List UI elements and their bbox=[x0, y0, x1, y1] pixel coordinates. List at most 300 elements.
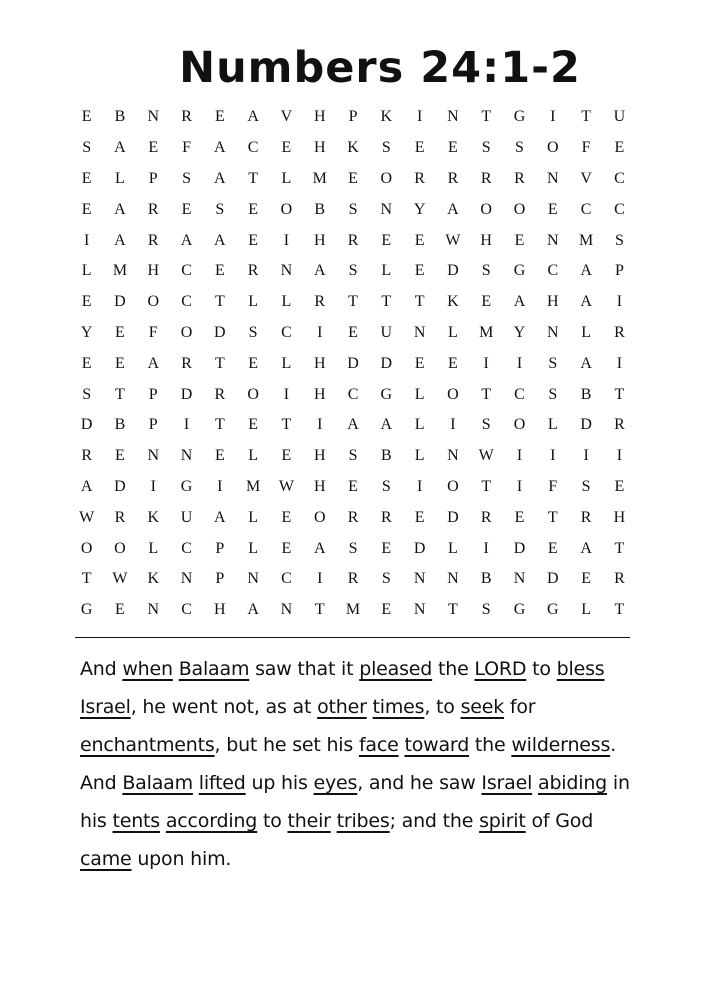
grid-letter: A bbox=[214, 139, 226, 157]
grid-letter: E bbox=[115, 601, 125, 619]
grid-letter: E bbox=[381, 601, 392, 619]
grid-letter: C bbox=[181, 293, 192, 311]
grid-letter: N bbox=[447, 108, 459, 126]
target-word: enchantments bbox=[80, 734, 215, 756]
grid-letter: L bbox=[414, 416, 425, 434]
target-word: when bbox=[122, 658, 173, 680]
grid-letter: T bbox=[547, 508, 558, 526]
grid-letter: L bbox=[281, 354, 292, 372]
grid-letter: S bbox=[614, 231, 624, 249]
grid-letter: F bbox=[548, 477, 558, 495]
grid-letter: E bbox=[614, 477, 625, 495]
grid-letter: I bbox=[416, 108, 423, 126]
grid-letter: A bbox=[580, 539, 592, 557]
grid-letter: N bbox=[380, 200, 393, 218]
grid-letter: S bbox=[82, 385, 92, 403]
grid-letter: T bbox=[481, 477, 492, 495]
grid-letter: F bbox=[182, 139, 191, 157]
grid-letter: T bbox=[115, 385, 125, 403]
verse-segment: upon him. bbox=[131, 848, 232, 870]
grid-letter: H bbox=[480, 231, 492, 249]
grid-letter: L bbox=[248, 447, 259, 465]
grid-letter: E bbox=[381, 231, 392, 249]
grid-letter: P bbox=[215, 539, 225, 557]
grid-letter: D bbox=[447, 508, 459, 526]
grid-letter: E bbox=[348, 477, 358, 495]
grid-letter: I bbox=[550, 108, 556, 126]
grid-letter: N bbox=[413, 570, 426, 588]
grid-letter: E bbox=[81, 293, 92, 311]
grid-letter: H bbox=[214, 601, 226, 619]
target-word: tribes bbox=[336, 810, 390, 832]
grid-letter: C bbox=[181, 601, 192, 619]
grid-letter: K bbox=[347, 139, 359, 157]
target-word: seek bbox=[460, 696, 505, 718]
grid-letter: E bbox=[115, 354, 125, 372]
grid-letter: R bbox=[181, 108, 192, 126]
grid-letter: N bbox=[180, 447, 193, 465]
grid-letter: N bbox=[547, 323, 559, 341]
grid-letter: U bbox=[613, 108, 626, 126]
grid-letter: L bbox=[414, 385, 425, 403]
grid-letter: O bbox=[313, 508, 326, 526]
grid-letter: G bbox=[180, 477, 193, 495]
grid-letter: G bbox=[547, 601, 559, 619]
grid-letter: I bbox=[416, 477, 423, 495]
grid-letter: S bbox=[481, 139, 491, 157]
grid-letter: E bbox=[115, 323, 125, 341]
grid-letter: L bbox=[148, 539, 159, 557]
grid-letter: E bbox=[214, 108, 225, 126]
grid-letter: E bbox=[281, 508, 292, 526]
grid-letter: I bbox=[183, 416, 190, 434]
grid-letter: O bbox=[114, 539, 126, 557]
grid-letter: O bbox=[80, 539, 93, 557]
grid-letter: T bbox=[281, 416, 292, 434]
grid-letter: D bbox=[80, 416, 93, 434]
grid-letter: E bbox=[181, 200, 192, 218]
grid-letter: A bbox=[513, 293, 526, 311]
grid-letter: E bbox=[547, 200, 558, 218]
grid-letter: O bbox=[447, 385, 459, 403]
grid-letter: I bbox=[317, 416, 323, 434]
grid-letter: I bbox=[450, 416, 456, 434]
grid-letter: K bbox=[447, 293, 459, 311]
grid-letter: S bbox=[548, 354, 558, 372]
grid-letter: I bbox=[283, 385, 290, 403]
grid-letter: W bbox=[112, 570, 128, 588]
grid-letter: S bbox=[548, 385, 558, 403]
grid-letter: O bbox=[180, 323, 193, 341]
grid-letter: R bbox=[580, 508, 592, 526]
grid-letter: C bbox=[281, 323, 292, 341]
grid-letter: R bbox=[614, 323, 625, 341]
grid-letter: A bbox=[580, 262, 592, 280]
verse-segment: of God bbox=[525, 810, 594, 832]
grid-letter: A bbox=[580, 293, 592, 311]
grid-letter: B bbox=[314, 200, 326, 218]
grid-letter: R bbox=[214, 385, 226, 403]
grid-letter: I bbox=[616, 354, 623, 372]
grid-letter: K bbox=[380, 108, 393, 126]
verse-segment: to bbox=[526, 658, 557, 680]
grid-letter: H bbox=[313, 354, 326, 372]
grid-letter: L bbox=[281, 169, 292, 187]
grid-letter: H bbox=[613, 508, 626, 526]
grid-letter: H bbox=[313, 139, 326, 157]
grid-letter: R bbox=[514, 169, 525, 187]
grid-letter: B bbox=[380, 447, 392, 465]
grid-letter: T bbox=[614, 385, 625, 403]
target-word: spirit bbox=[479, 810, 526, 832]
grid-letter: L bbox=[381, 262, 392, 280]
grid-letter: P bbox=[148, 169, 158, 187]
grid-letter: S bbox=[481, 416, 491, 434]
grid-letter: T bbox=[481, 108, 492, 126]
verse-segment: , and he saw bbox=[357, 772, 482, 794]
grid-letter: H bbox=[313, 108, 326, 126]
grid-letter: H bbox=[313, 447, 326, 465]
grid-letter: Y bbox=[513, 323, 526, 341]
grid-letter: S bbox=[248, 323, 258, 341]
grid-letter: D bbox=[114, 477, 126, 495]
grid-letter: P bbox=[148, 385, 158, 403]
grid-letter: Y bbox=[80, 323, 93, 341]
grid-letter: L bbox=[448, 539, 458, 557]
grid-letter: E bbox=[514, 508, 525, 526]
grid-letter: I bbox=[516, 354, 523, 372]
target-word: pleased bbox=[359, 658, 433, 680]
grid-letter: W bbox=[79, 508, 95, 526]
grid-letter: I bbox=[150, 477, 156, 495]
grid-letter: O bbox=[247, 385, 259, 403]
grid-letter: E bbox=[581, 570, 591, 588]
grid-letter: E bbox=[81, 354, 92, 372]
grid-letter: L bbox=[281, 293, 292, 311]
target-word: Israel bbox=[481, 772, 533, 794]
target-word: tents bbox=[112, 810, 160, 832]
grid-letter: S bbox=[381, 570, 391, 588]
target-word: lifted bbox=[198, 772, 246, 794]
grid-letter: R bbox=[181, 354, 192, 372]
grid-letter: R bbox=[81, 447, 92, 465]
grid-letter: E bbox=[614, 139, 625, 157]
grid-letter: E bbox=[248, 354, 259, 372]
grid-letter: P bbox=[348, 108, 358, 126]
target-word: Israel bbox=[80, 696, 131, 718]
grid-letter: L bbox=[547, 416, 558, 434]
grid-letter: E bbox=[448, 139, 458, 157]
grid-letter: H bbox=[547, 293, 559, 311]
grid-letter: N bbox=[547, 169, 559, 187]
grid-letter: R bbox=[447, 169, 459, 187]
grid-letter: A bbox=[247, 601, 259, 619]
target-word: came bbox=[80, 848, 132, 870]
grid-letter: A bbox=[580, 354, 592, 372]
grid-letter: I bbox=[583, 447, 589, 465]
grid-letter: E bbox=[414, 262, 425, 280]
grid-letter: O bbox=[380, 169, 393, 187]
grid-letter: O bbox=[513, 416, 526, 434]
grid-letter: N bbox=[280, 262, 293, 280]
grid-letter: E bbox=[348, 169, 358, 187]
grid-letter: D bbox=[580, 416, 592, 434]
grid-letter: I bbox=[83, 231, 90, 249]
grid-letter: W bbox=[278, 477, 294, 495]
target-word: toward bbox=[404, 734, 470, 756]
grid-letter: N bbox=[447, 447, 459, 465]
target-word: times bbox=[372, 696, 425, 718]
verse-segment: the bbox=[432, 658, 475, 680]
grid-letter: Y bbox=[413, 200, 426, 218]
grid-letter: K bbox=[147, 508, 160, 526]
grid-letter: D bbox=[347, 354, 359, 372]
grid-letter: S bbox=[182, 169, 191, 187]
grid-letter: T bbox=[614, 539, 625, 557]
grid-letter: N bbox=[413, 323, 426, 341]
grid-letter: C bbox=[580, 200, 592, 218]
grid-letter: E bbox=[214, 262, 225, 280]
grid-letter: H bbox=[313, 385, 326, 403]
grid-letter: A bbox=[180, 231, 193, 249]
target-word: abiding bbox=[538, 772, 608, 794]
grid-letter: A bbox=[313, 539, 326, 557]
grid-letter: E bbox=[481, 293, 492, 311]
grid-letter: R bbox=[380, 508, 392, 526]
grid-letter: L bbox=[581, 601, 591, 619]
grid-letter: A bbox=[114, 231, 126, 249]
verse-text bbox=[80, 650, 640, 878]
grid-letter: F bbox=[581, 139, 591, 157]
grid-letter: M bbox=[246, 477, 261, 495]
grid-letter: L bbox=[248, 508, 259, 526]
verse-segment: up his bbox=[245, 772, 314, 794]
grid-letter: N bbox=[147, 447, 160, 465]
grid-letter: N bbox=[447, 570, 459, 588]
grid-letter: R bbox=[614, 416, 625, 434]
grid-letter: B bbox=[580, 385, 592, 403]
grid-letter: H bbox=[313, 231, 326, 249]
grid-letter: A bbox=[247, 108, 259, 126]
word-search-grid bbox=[70, 102, 636, 626]
grid-letter: A bbox=[147, 354, 160, 372]
grid-letter: E bbox=[81, 108, 92, 126]
divider bbox=[75, 637, 630, 638]
grid-letter: M bbox=[112, 262, 128, 280]
grid-letter: A bbox=[80, 477, 93, 495]
grid-letter: D bbox=[380, 354, 393, 372]
grid-letter: I bbox=[616, 293, 623, 311]
target-word: Balaam bbox=[178, 658, 250, 680]
grid-letter: C bbox=[347, 385, 359, 403]
grid-letter: I bbox=[317, 570, 323, 588]
grid-letter: A bbox=[214, 508, 226, 526]
grid-letter: V bbox=[580, 169, 592, 187]
verse-segment: , he went not, as at bbox=[130, 696, 318, 718]
grid-letter: O bbox=[480, 200, 492, 218]
grid-letter: G bbox=[380, 385, 393, 403]
grid-letter: I bbox=[483, 539, 489, 557]
grid-letter: E bbox=[148, 139, 159, 157]
grid-letter: T bbox=[381, 293, 392, 311]
grid-letter: V bbox=[280, 108, 293, 126]
grid-letter: R bbox=[347, 508, 359, 526]
grid-letter: R bbox=[347, 231, 359, 249]
grid-letter: E bbox=[81, 169, 92, 187]
target-word: LORD bbox=[474, 658, 527, 680]
grid-letter: S bbox=[82, 139, 92, 157]
grid-letter: N bbox=[413, 601, 426, 619]
grid-letter: E bbox=[414, 508, 425, 526]
grid-letter: C bbox=[281, 570, 292, 588]
grid-letter: S bbox=[581, 477, 591, 495]
grid-letter: N bbox=[180, 570, 193, 588]
grid-letter: C bbox=[614, 200, 625, 218]
grid-letter: W bbox=[478, 447, 494, 465]
grid-letter: M bbox=[312, 169, 327, 187]
target-word: bless bbox=[556, 658, 605, 680]
grid-letter: E bbox=[248, 231, 259, 249]
grid-letter: A bbox=[214, 231, 226, 249]
grid-letter: E bbox=[281, 447, 292, 465]
grid-letter: M bbox=[479, 323, 494, 341]
grid-letter: D bbox=[180, 385, 193, 403]
grid-letter: K bbox=[147, 570, 160, 588]
grid-letter: U bbox=[180, 508, 193, 526]
grid-letter: I bbox=[516, 447, 523, 465]
grid-letter: T bbox=[214, 354, 225, 372]
grid-letter: G bbox=[513, 262, 526, 280]
target-word: their bbox=[287, 810, 331, 832]
grid-letter: G bbox=[513, 108, 526, 126]
grid-letter: W bbox=[445, 231, 461, 249]
grid-letter: I bbox=[550, 447, 556, 465]
verse-segment: for bbox=[504, 696, 536, 718]
grid-letter: R bbox=[147, 200, 159, 218]
grid-letter: N bbox=[280, 601, 293, 619]
grid-letter: A bbox=[114, 200, 126, 218]
grid-letter: C bbox=[514, 385, 525, 403]
grid-letter: B bbox=[114, 416, 126, 434]
verse-segment: the bbox=[469, 734, 512, 756]
grid-letter: R bbox=[614, 570, 625, 588]
grid-letter: E bbox=[348, 323, 358, 341]
target-word: wilderness bbox=[511, 734, 611, 756]
page-title: Numbers 24:1-2 bbox=[179, 43, 581, 93]
grid-letter: L bbox=[248, 293, 259, 311]
grid-letter: E bbox=[448, 354, 458, 372]
grid-letter: E bbox=[414, 139, 425, 157]
grid-letter: R bbox=[480, 508, 492, 526]
grid-letter: G bbox=[80, 601, 93, 619]
grid-letter: D bbox=[413, 539, 426, 557]
grid-letter: I bbox=[616, 447, 623, 465]
grid-letter: M bbox=[578, 231, 594, 249]
grid-letter: A bbox=[214, 169, 226, 187]
grid-letter: I bbox=[317, 323, 323, 341]
grid-letter: R bbox=[147, 231, 159, 249]
grid-letter: E bbox=[514, 231, 525, 249]
grid-letter: R bbox=[414, 169, 425, 187]
grid-letter: N bbox=[147, 108, 160, 126]
grid-letter: L bbox=[115, 169, 125, 187]
grid-letter: E bbox=[248, 416, 259, 434]
grid-letter: L bbox=[414, 447, 425, 465]
grid-letter: T bbox=[81, 570, 92, 588]
grid-letter: F bbox=[148, 323, 158, 341]
verse-segment: to bbox=[257, 810, 288, 832]
verse-segment: And bbox=[80, 658, 123, 680]
grid-letter: D bbox=[547, 570, 559, 588]
grid-letter: T bbox=[481, 385, 492, 403]
grid-letter: I bbox=[283, 231, 290, 249]
grid-letter: R bbox=[347, 570, 359, 588]
grid-letter: S bbox=[481, 601, 491, 619]
grid-letter: D bbox=[214, 323, 226, 341]
grid-letter: A bbox=[380, 416, 393, 434]
grid-letter: R bbox=[480, 169, 492, 187]
target-word: other bbox=[317, 696, 367, 718]
grid-letter: L bbox=[81, 262, 92, 280]
grid-letter: E bbox=[214, 447, 225, 465]
target-word: face bbox=[358, 734, 399, 756]
target-word: according bbox=[165, 810, 258, 832]
verse-segment: . And bbox=[80, 734, 617, 794]
grid-letter: T bbox=[448, 601, 458, 619]
grid-letter: S bbox=[348, 262, 358, 280]
grid-letter: N bbox=[147, 601, 160, 619]
grid-letter: A bbox=[347, 416, 359, 434]
grid-letter: P bbox=[215, 570, 225, 588]
grid-letter: N bbox=[247, 570, 259, 588]
grid-letter: P bbox=[148, 416, 158, 434]
grid-letter: C bbox=[547, 262, 559, 280]
grid-letter: G bbox=[513, 601, 526, 619]
grid-letter: E bbox=[81, 200, 92, 218]
grid-letter: R bbox=[114, 508, 126, 526]
grid-letter: S bbox=[215, 200, 225, 218]
grid-letter: M bbox=[345, 601, 361, 619]
grid-letter: E bbox=[381, 539, 392, 557]
grid-letter: S bbox=[348, 539, 358, 557]
grid-letter: S bbox=[381, 477, 391, 495]
grid-letter: E bbox=[248, 200, 259, 218]
grid-letter: E bbox=[414, 354, 425, 372]
grid-letter: C bbox=[181, 262, 192, 280]
grid-letter: R bbox=[314, 293, 326, 311]
grid-letter: A bbox=[114, 139, 126, 157]
grid-letter: L bbox=[448, 323, 458, 341]
grid-letter: U bbox=[380, 323, 393, 341]
grid-letter: B bbox=[114, 108, 126, 126]
grid-letter: C bbox=[614, 169, 625, 187]
grid-letter: D bbox=[513, 539, 526, 557]
grid-letter: T bbox=[214, 416, 225, 434]
grid-letter: I bbox=[217, 477, 223, 495]
grid-letter: T bbox=[214, 293, 225, 311]
grid-letter: T bbox=[581, 108, 591, 126]
verse-segment: , to bbox=[424, 696, 461, 718]
grid-letter: H bbox=[313, 477, 326, 495]
grid-letter: I bbox=[516, 477, 523, 495]
grid-letter: L bbox=[581, 323, 591, 341]
target-word: Balaam bbox=[122, 772, 193, 794]
grid-letter: S bbox=[381, 139, 391, 157]
grid-letter: D bbox=[447, 262, 459, 280]
grid-letter: T bbox=[614, 601, 625, 619]
grid-letter: E bbox=[115, 447, 125, 465]
verse-segment: ; and the bbox=[389, 810, 480, 832]
